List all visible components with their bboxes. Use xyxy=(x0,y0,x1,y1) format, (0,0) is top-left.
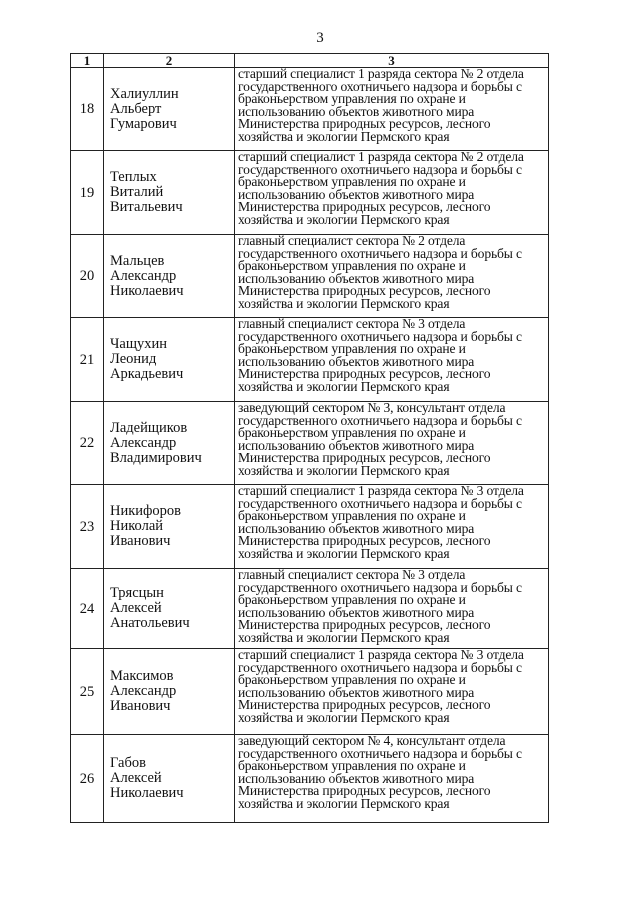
row-number: 21 xyxy=(71,318,104,402)
employee-name-line: Иванович xyxy=(110,533,171,549)
row-number: 18 xyxy=(71,68,104,151)
employee-name-line: Витальевич xyxy=(110,199,183,215)
employee-name-line: Виталий xyxy=(110,184,164,200)
employee-position xyxy=(235,485,549,569)
employee-position-line: старший специалист 1 разряда сектора № 3 отдела xyxy=(238,647,524,662)
employee-position-line: хозяйства и экологии Пермского края xyxy=(238,295,450,311)
employee-position-line: хозяйства и экологии Пермского края xyxy=(238,128,450,144)
employee-position-line: браконьерством управления по охране и xyxy=(238,341,466,357)
employee-name xyxy=(104,68,235,151)
employee-name-line: Трясцын xyxy=(110,585,164,601)
employee-position xyxy=(235,402,549,485)
table-row xyxy=(71,68,549,151)
employee-position-line: использованию объектов животного мира xyxy=(238,604,475,620)
table-row xyxy=(71,402,549,485)
employee-position-line: государственного охотничьего надзора и борьбы с xyxy=(238,412,522,428)
employee-position-line: Министерства природных ресурсов, лесного xyxy=(238,450,491,466)
employee-position-line: хозяйства и экологии Пермского края xyxy=(238,709,450,725)
column-header-name: 2 xyxy=(104,54,235,68)
employee-name-line: Альберт xyxy=(110,100,162,117)
table-row xyxy=(71,318,549,402)
employee-name-line: Александр xyxy=(110,267,177,284)
employee-position-line: браконьерством управления по охране и xyxy=(238,425,466,441)
employee-name-line: Теплых xyxy=(110,169,157,185)
employee-name-line: Владимирович xyxy=(110,449,202,466)
employee-position-line: государственного охотничьего надзора и борьбы с xyxy=(238,579,522,595)
employee-position-line: Министерства природных ресурсов, лесного xyxy=(238,783,491,799)
employee-position-line: использованию объектов животного мира xyxy=(238,437,475,453)
employee-position-line: использованию объектов животного мира xyxy=(238,186,475,202)
employee-position-line: государственного охотничьего надзора и борьбы с xyxy=(238,745,522,761)
employee-position-line: использованию объектов животного мира xyxy=(238,520,475,536)
employee-name-line: Гумарович xyxy=(110,115,177,132)
employee-name xyxy=(104,735,235,823)
employee-name-line: Халиуллин xyxy=(110,85,179,102)
employee-name-line: Александр xyxy=(110,683,177,699)
employee-position xyxy=(235,235,549,318)
employee-position-line: государственного охотничьего надзора и борьбы с xyxy=(238,328,522,344)
employee-name-line: Александр xyxy=(110,434,177,451)
table-row xyxy=(71,235,549,318)
employee-name-line: Алексей xyxy=(110,770,162,786)
employee-position-line: заведующий сектором № 4, консультант отдела xyxy=(238,733,506,748)
staff-table xyxy=(70,53,549,823)
employee-position-line: Министерства природных ресурсов, лесного xyxy=(238,283,491,299)
employee-position-line: использованию объектов животного мира xyxy=(238,103,475,119)
column-header-number: 1 xyxy=(71,54,104,68)
employee-position-line: старший специалист 1 разряда сектора № 2 отдела xyxy=(238,66,524,81)
employee-position-line: Министерства природных ресурсов, лесного xyxy=(238,617,491,633)
employee-position-line: главный специалист сектора № 3 отдела xyxy=(238,567,466,582)
employee-position-line: старший специалист 1 разряда сектора № 2 отдела xyxy=(238,149,524,164)
employee-position xyxy=(235,569,549,649)
employee-name-line: Николаевич xyxy=(110,282,184,299)
employee-name-line: Алексей xyxy=(110,600,162,616)
employee-position-line: браконьерством управления по охране и xyxy=(238,174,466,190)
employee-position-line: хозяйства и экологии Пермского края xyxy=(238,462,450,478)
employee-name-line: Чащухин xyxy=(110,336,168,352)
employee-position-line: использованию объектов животного мира xyxy=(238,353,475,369)
employee-position-line: Министерства природных ресурсов, лесного xyxy=(238,199,491,215)
employee-position xyxy=(235,68,549,151)
table-row xyxy=(71,569,549,649)
employee-position-line: браконьерством управления по охране и xyxy=(238,508,466,524)
employee-name-line: Николай xyxy=(110,518,164,534)
employee-name xyxy=(104,649,235,735)
employee-position-line: главный специалист сектора № 2 отдела xyxy=(238,233,466,248)
column-header-position: 3 xyxy=(235,54,549,68)
table-row xyxy=(71,485,549,569)
employee-name-line: Николаевич xyxy=(110,785,184,801)
employee-position-line: государственного охотничьего надзора и борьбы с xyxy=(238,659,522,675)
row-number: 23 xyxy=(71,485,104,569)
employee-position-line: старший специалист 1 разряда сектора № 3 отдела xyxy=(238,483,524,498)
employee-position-line: заведующий сектором № 3, консультант отдела xyxy=(238,400,506,415)
employee-position-line: браконьерством управления по охране и xyxy=(238,91,466,107)
employee-position-line: хозяйства и экологии Пермского края xyxy=(238,211,450,227)
employee-position-line: государственного охотничьего надзора и борьбы с xyxy=(238,245,522,261)
employee-position xyxy=(235,735,549,823)
employee-name-line: Ладейщиков xyxy=(110,419,188,436)
employee-name-line: Габов xyxy=(110,755,146,771)
employee-name xyxy=(104,151,235,235)
employee-name-line: Аркадьевич xyxy=(110,366,184,382)
employee-name xyxy=(104,318,235,402)
row-number: 19 xyxy=(71,151,104,235)
employee-position-line: Министерства природных ресурсов, лесного xyxy=(238,116,491,132)
employee-position xyxy=(235,151,549,235)
row-number: 24 xyxy=(71,569,104,649)
employee-name-line: Анатольевич xyxy=(110,615,190,631)
employee-position-line: браконьерством управления по охране и xyxy=(238,258,466,274)
row-number: 20 xyxy=(71,235,104,318)
employee-position-line: браконьерством управления по охране и xyxy=(238,592,466,608)
employee-position-line: государственного охотничьего надзора и борьбы с xyxy=(238,495,522,511)
employee-name xyxy=(104,402,235,485)
employee-position-line: использованию объектов животного мира xyxy=(238,270,475,286)
employee-name xyxy=(104,485,235,569)
employee-position xyxy=(235,649,549,735)
employee-name-line: Максимов xyxy=(110,668,174,684)
employee-position-line: браконьерством управления по охране и xyxy=(238,758,466,774)
page-number: 3 xyxy=(316,30,324,46)
employee-name-line: Никифоров xyxy=(110,503,182,519)
employee-position-line: использованию объектов животного мира xyxy=(238,770,475,786)
row-number: 22 xyxy=(71,402,104,485)
row-number: 26 xyxy=(71,735,104,823)
employee-name-line: Леонид xyxy=(110,351,157,367)
employee-position-line: главный специалист сектора № 3 отдела xyxy=(238,316,466,331)
employee-name-line: Мальцев xyxy=(110,252,165,269)
employee-position xyxy=(235,318,549,402)
employee-position-line: Министерства природных ресурсов, лесного xyxy=(238,697,491,713)
employee-name-line: Иванович xyxy=(110,698,171,714)
employee-name xyxy=(104,235,235,318)
employee-position-line: хозяйства и экологии Пермского края xyxy=(238,545,450,561)
table-body xyxy=(71,68,549,823)
employee-position-line: государственного охотничьего надзора и борьбы с xyxy=(238,161,522,177)
row-number: 25 xyxy=(71,649,104,735)
employee-position-line: браконьерством управления по охране и xyxy=(238,672,466,688)
employee-position-line: государственного охотничьего надзора и борьбы с xyxy=(238,78,522,94)
employee-position-line: Министерства природных ресурсов, лесного xyxy=(238,533,491,549)
employee-position-line: Министерства природных ресурсов, лесного xyxy=(238,366,491,382)
table-row xyxy=(71,735,549,823)
employee-position-line: использованию объектов животного мира xyxy=(238,684,475,700)
table-row xyxy=(71,151,549,235)
employee-position-line: хозяйства и экологии Пермского края xyxy=(238,795,450,811)
employee-name xyxy=(104,569,235,649)
employee-position-line: хозяйства и экологии Пермского края xyxy=(238,378,450,394)
table-row xyxy=(71,649,549,735)
employee-position-line: хозяйства и экологии Пермского края xyxy=(238,629,450,645)
